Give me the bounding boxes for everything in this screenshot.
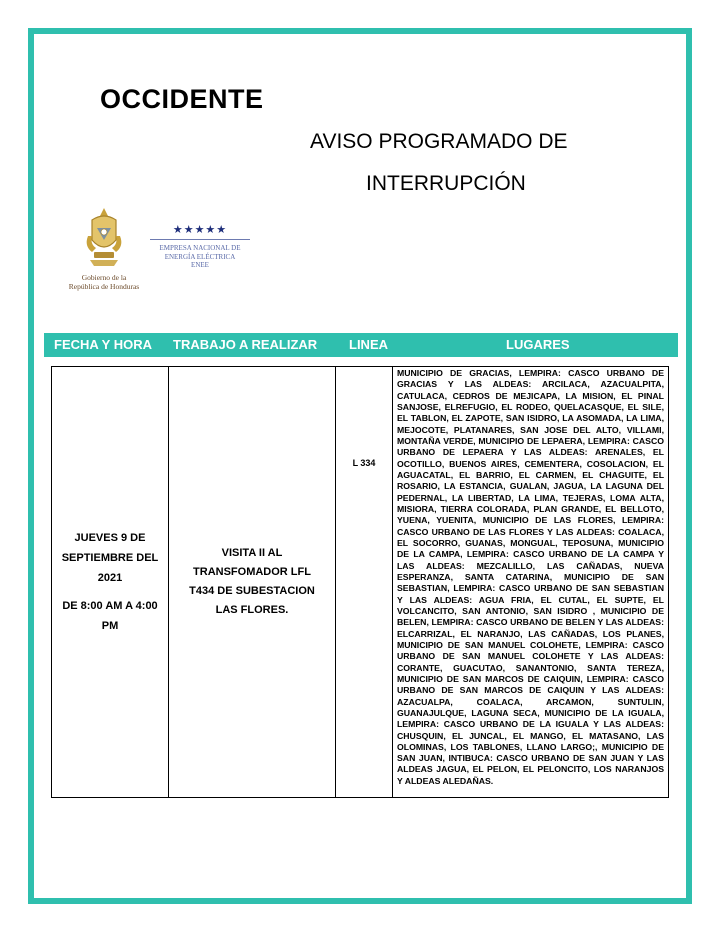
places-cell: MUNICIPIO DE GRACIAS, LEMPIRA: CASCO URBANO DE GRACIAS Y LAS ALDEAS: ARCILACA, AZACUALPITA, CATULACA, CEDROS DE MEJICAPA, LA MISION, EL PINAL SANJOSE, ELREFUGIO, EL RODEO, QUELACASQUE, EL SILE, EL TABLON, EL ZAPOTE, SAN ISIDRO, LA ASOMADA, LA LIMA, MEJOCOTE, PLATANARES, SAN JOSE DEL ALTO, VILLAMI, MONTAÑA VERDE, MUNICIPIO DE LEPAERA, LEMPIRA: CASCO URBANO DE LEPAERA Y LAS ALDEAS: ARENALES, EL OCOTILLO, BUENOS AIRES, CEMENTERA, COSOLACION, EL AGUACATAL, EL BARRIO, EL CARMEN, EL CHAGUITE, EL ROSARIO, LA ESTANCIA, GUALAN, JAGUA, LA LAGUNA DEL PEDERNAL, LA LIBERTAD, LA LIMA, TEJERAS, LOMA ALTA, MISIORA, TIERRA COLORADA, PLAN GRANDE, EL BELLOTO, YUENA, YUENITA, MUNICIPIO DE LAS FLORES, LEMPIRA: CASCO URBANO DE LAS FLORES Y LAS ALDEAS: COALACA, EL SOCORRO, GUANAS, MONGUAL, TEPOSUNA, MUNICIPIO DE LA CAMPA, LEMPIRA: CASCO URBANO DE LA CAMPA Y LAS ALDEAS: MEZCALILLO, LAS CAÑADAS, NUEVA ESPERANZA, SANTA CATARINA, MUNICIPIO DE SAN SEBASTIAN, LEMPIRA: CASCO URBANO DE SAN SEBASTIAN Y LAS ALDEAS: AGUA FRIA, EL CUTAL, EL SUPTE, EL VOLCANCITO, SAN ANTONIO, SAN ISIDRO , MUNICIPIO DE BELEN, LEMPIRA: CASCO URBANO DE BELEN Y LAS ALDEAS: ELCARRIZAL, EL NARANJO, LAS CAÑADAS, LOS PLANES, MUNICIPIO DE SAN MANUEL COLOHETE, LEMPIRA: CASCO URBANO DE SAN MANUEL COLOHETE Y LAS ALDEAS: CORANTE, GUACUTAO, SANANTONIO, SANTA TEREZA, MUNICIPIO DE SAN MARCOS DE CAIQUIN, LEMPIRA: CASCO URBANO DE SAN MARCOS DE CAIQUIN Y LAS ALDEAS: AZACUALPA, COALACA, ARCAMON, SUNTULIN, GUANAJULQUE, LAGUNA SECA, MUNICIPIO DE LA IGUALA, LEMPIRA: CASCO URBANO DE LA IGUALA Y LAS ALDEAS: CHUSQUIN, EL JUNCAL, EL MANGO, EL MATASANO, LAS OLOMINAS, LOS TABLONES, LLANO LARGO;, MUNICIPIO DE SAN JUAN, INTIBUCA: CASCO URBANO DE SAN JUAN Y LAS ALDEAS JAGUA, EL PELON, EL PELONCITO, LOS NARANJOS Y ALDEAS ALEDAÑAS. (393, 367, 669, 798)
header-work: TRABAJO A REALIZAR (173, 337, 318, 352)
table-row (52, 367, 669, 798)
enee-text-2: ENERGÍA ELÉCTRICA (164, 252, 236, 261)
enee-logo (144, 224, 256, 294)
time-range: DE 8:00 AM A 4:00 PM (62, 600, 158, 633)
line-cell (336, 367, 393, 798)
stars-icon: ★★★★★ (172, 224, 228, 236)
header-date: FECHA Y HORA (54, 337, 152, 352)
region-title: OCCIDENTE (100, 84, 264, 114)
coat-of-arms-icon (82, 206, 126, 268)
enee-text-1: EMPRESA NACIONAL DE (159, 244, 241, 252)
enee-text-3: ENEE (191, 261, 209, 269)
header-line: LINEA (349, 337, 388, 352)
date-line-2: SEPTIEMBRE DEL (61, 552, 159, 565)
date-line-3: 2021 (97, 572, 123, 585)
table-header-bar (44, 333, 678, 357)
notice-title-line1: AVISO PROGRAMADO DE (310, 130, 568, 153)
enee-divider (150, 239, 250, 240)
government-logo-text-2: República de Honduras (68, 282, 140, 291)
date-cell (52, 367, 169, 798)
line-code: L 334 (352, 458, 376, 468)
notice-title-line2: INTERRUPCIÓN (366, 172, 526, 195)
work-description: VISITA II AL TRANSFOMADOR LFL T434 DE SUBESTACION LAS FLORES. (189, 547, 315, 617)
header-places: LUGARES (506, 337, 570, 352)
schedule-table (51, 366, 669, 798)
work-cell (169, 367, 336, 798)
government-logo-text-1: Gobierno de la (81, 273, 127, 282)
government-logo (66, 206, 142, 298)
date-line-1: JUEVES 9 DE (74, 532, 146, 545)
